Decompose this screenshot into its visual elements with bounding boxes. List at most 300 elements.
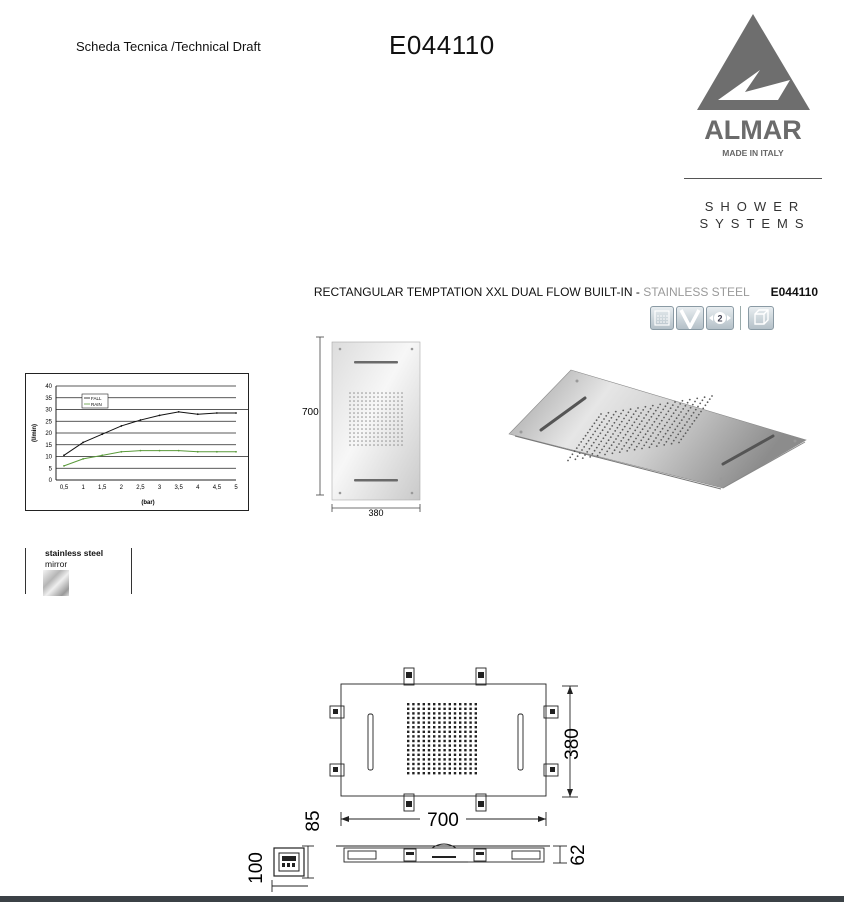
nozzle-dot [475, 721, 477, 723]
nozzle-dot [677, 434, 679, 436]
nozzle-dot [397, 440, 399, 442]
nozzle-dot [385, 432, 387, 434]
nozzle-dot [361, 412, 363, 414]
nozzle-dot [643, 417, 645, 419]
nozzle-dot [669, 427, 671, 429]
nozzle-dot [464, 740, 466, 742]
nozzle-dot [349, 416, 351, 418]
nozzle-dot [469, 712, 471, 714]
nozzle-dot [671, 415, 673, 417]
nozzle-dot [401, 396, 403, 398]
x-tick-label: 0,5 [59, 485, 69, 491]
nozzle-dot [589, 456, 591, 458]
nozzle-dot [365, 444, 367, 446]
nozzle-dot [353, 436, 355, 438]
nozzle-dot [417, 717, 419, 719]
nozzle-dot [475, 717, 477, 719]
nozzle-dot [449, 735, 451, 737]
nozzle-dot [674, 429, 676, 431]
nozzle-dot [389, 440, 391, 442]
nozzle-dot [663, 417, 665, 419]
nozzle-dot [629, 447, 631, 449]
nozzle-dot [577, 455, 579, 457]
nozzle-dot [417, 708, 419, 710]
drawing-length: 700 [427, 810, 459, 831]
nozzle-dot [428, 754, 430, 756]
technical-drawing [240, 660, 600, 892]
nozzle-dot [668, 410, 670, 412]
nozzle-dot [373, 396, 375, 398]
nozzle-dot [428, 726, 430, 728]
nozzle-dot [661, 420, 663, 422]
nozzle-dot [449, 763, 451, 765]
nozzle-dot [677, 406, 679, 408]
nozzle-dot [592, 434, 594, 436]
waterfall-slot-bottom [354, 479, 398, 482]
nozzle-dot [365, 428, 367, 430]
legend-label: RAIN [91, 401, 102, 407]
nozzle-dot [600, 441, 602, 443]
nozzle-dot [674, 420, 676, 422]
nozzle-dot [459, 758, 461, 760]
nozzle-dot [634, 430, 636, 432]
nozzle-dot [365, 404, 367, 406]
nozzle-dot [438, 735, 440, 737]
nozzle-dot [365, 440, 367, 442]
nozzle-dot [433, 758, 435, 760]
nozzle-dot [654, 421, 656, 423]
nozzle-dot [365, 400, 367, 402]
nozzle-dot [369, 404, 371, 406]
nozzle-dot [613, 441, 615, 443]
nozzle-dot [397, 404, 399, 406]
brand-divider [684, 178, 822, 179]
nozzle-dot [588, 440, 590, 442]
nozzle-dot [459, 708, 461, 710]
nozzle-dot [464, 721, 466, 723]
x-tick-label: 1 [81, 485, 85, 491]
nozzle-dot [696, 417, 698, 419]
nozzle-dot [650, 435, 652, 437]
nozzle-dot [682, 408, 684, 410]
nozzle-dot [684, 424, 686, 426]
nozzle-dot [665, 414, 667, 416]
nozzle-dot [393, 416, 395, 418]
nozzle-dot [381, 416, 383, 418]
nozzle-dot [449, 721, 451, 723]
x-tick-label: 2 [119, 485, 124, 491]
nozzle-dot [349, 444, 351, 446]
nozzle-dot [369, 424, 371, 426]
x-tick-label: 4,5 [212, 485, 222, 491]
nozzle-dot [662, 428, 664, 430]
nozzle-dot [438, 754, 440, 756]
nozzle-dot [353, 408, 355, 410]
nozzle-dot [663, 444, 665, 446]
nozzle-dot [365, 432, 367, 434]
nozzle-dot [438, 703, 440, 705]
nozzle-dot [454, 717, 456, 719]
nozzle-dot [606, 423, 608, 425]
finish-type: mirror [45, 559, 68, 569]
nozzle-dot [459, 772, 461, 774]
nozzle-dot [454, 712, 456, 714]
data-point [216, 412, 218, 414]
nozzle-dot [696, 398, 698, 400]
nozzle-dot [361, 420, 363, 422]
nozzle-dot [454, 763, 456, 765]
nozzle-dot [459, 726, 461, 728]
nozzle-dot [349, 432, 351, 434]
nozzle-dot [357, 412, 359, 414]
nozzle-dot [385, 440, 387, 442]
nozzle-dot [353, 444, 355, 446]
nozzle-dot [599, 424, 601, 426]
two-way-diverter-icon [706, 306, 734, 330]
nozzle-dot [645, 433, 647, 435]
nozzle-dot [475, 735, 477, 737]
nozzle-dot [443, 712, 445, 714]
nozzle-dot [353, 420, 355, 422]
nozzle-dot [469, 731, 471, 733]
nozzle-dot [454, 703, 456, 705]
nozzle-dot [572, 453, 574, 455]
data-point [235, 451, 237, 453]
nozzle-dot [469, 767, 471, 769]
nozzle-dot [365, 436, 367, 438]
nozzle-dot [637, 435, 639, 437]
nozzle-dot [464, 763, 466, 765]
data-point [82, 458, 84, 460]
nozzle-dot [464, 772, 466, 774]
nozzle-dot [673, 440, 675, 442]
nozzle-dot [469, 758, 471, 760]
flow-chart-panel [25, 373, 249, 511]
nozzle-dot [464, 726, 466, 728]
nozzle-dot [620, 413, 622, 415]
nozzle-dot [373, 404, 375, 406]
nozzle-dot [475, 703, 477, 705]
nozzle-dot [464, 749, 466, 751]
nozzle-dot [606, 451, 608, 453]
nozzle-dot [594, 431, 596, 433]
nozzle-dot [443, 721, 445, 723]
nozzle-dot [611, 417, 613, 419]
nozzle-dot [433, 708, 435, 710]
nozzle-dot [623, 418, 625, 420]
nozzle-dot [449, 772, 451, 774]
almar-logo [690, 12, 820, 167]
nozzle-dot [433, 749, 435, 751]
nozzle-dot [361, 428, 363, 430]
nozzle-dot [393, 396, 395, 398]
nozzle-dot [613, 414, 615, 416]
nozzle-dot [369, 408, 371, 410]
nozzle-dot [464, 767, 466, 769]
nozzle-dot [407, 721, 409, 723]
nozzle-dot [618, 443, 620, 445]
nozzle-dot [449, 726, 451, 728]
nozzle-dot [389, 444, 391, 446]
nozzle-dot [686, 421, 688, 423]
data-point [159, 414, 161, 416]
nozzle-dot [385, 416, 387, 418]
nozzle-dot [651, 416, 653, 418]
nozzle-dot [365, 392, 367, 394]
nozzle-dot [454, 721, 456, 723]
nozzle-dot [407, 758, 409, 760]
nozzle-dot [597, 455, 599, 457]
nozzle-dot [681, 419, 683, 421]
nozzle-dot [469, 749, 471, 751]
nozzle-dot [604, 426, 606, 428]
nozzle-dot [665, 405, 667, 407]
nozzle-dot [626, 442, 628, 444]
nozzle-dot [475, 744, 477, 746]
nozzle-dot [433, 767, 435, 769]
nozzle-dot [630, 408, 632, 410]
nozzle-dot [649, 446, 651, 448]
nozzle-dot [423, 712, 425, 714]
nozzle-dot [620, 440, 622, 442]
nozzle-dot [417, 703, 419, 705]
nozzle-dot [389, 392, 391, 394]
nozzle-dot [349, 440, 351, 442]
nozzle-dot [622, 429, 624, 431]
nozzle-dot [454, 735, 456, 737]
nozzle-dot [617, 435, 619, 437]
nozzle-dot [687, 402, 689, 404]
nozzle-dot [401, 432, 403, 434]
drawing-height: 62 [568, 844, 589, 866]
product-finish-label: STAINLESS STEEL [643, 285, 750, 299]
nozzle-dot [592, 453, 594, 455]
nozzle-dot [711, 395, 713, 397]
brand-systems-line1: SHOWER [704, 199, 806, 214]
nozzle-dot [670, 435, 672, 437]
nozzle-dot [678, 414, 680, 416]
nozzle-dot [653, 413, 655, 415]
installation-box-icon [748, 306, 774, 330]
nozzle-dot [381, 432, 383, 434]
nozzle-dot [385, 444, 387, 446]
nozzle-dot [705, 404, 707, 406]
nozzle-dot [428, 749, 430, 751]
nozzle-dot [603, 418, 605, 420]
nozzle-dot [407, 754, 409, 756]
nozzle-dot [656, 445, 658, 447]
nozzle-dot [381, 404, 383, 406]
nozzle-dot [412, 758, 414, 760]
nozzle-dot [637, 407, 639, 409]
nozzle-dot [389, 408, 391, 410]
x-tick-label: 2,5 [136, 485, 145, 491]
nozzle-dot [598, 416, 600, 418]
drawing-box-depth: 85 [303, 810, 324, 832]
nozzle-dot [369, 412, 371, 414]
nozzle-dot [459, 712, 461, 714]
nozzle-dot [365, 416, 367, 418]
nozzle-dot [680, 411, 682, 413]
nozzle-dot [469, 735, 471, 737]
nozzle-dot [475, 758, 477, 760]
nozzle-dot [602, 429, 604, 431]
drawing-nozzles [407, 703, 477, 774]
nozzle-dot [423, 767, 425, 769]
nozzle-dot [600, 432, 602, 434]
nozzle-dot [438, 767, 440, 769]
nozzle-dot [412, 767, 414, 769]
nozzle-dot [433, 740, 435, 742]
nozzle-dot [621, 421, 623, 423]
brand-tagline: MADE IN ITALY [722, 148, 784, 158]
nozzle-dot [454, 754, 456, 756]
nozzle-dot [640, 412, 642, 414]
nozzle-dot [377, 392, 379, 394]
nozzle-dot [423, 744, 425, 746]
nozzle-dot [389, 404, 391, 406]
nozzle-dot [605, 415, 607, 417]
nozzle-dot [606, 442, 608, 444]
nozzle-dot [417, 749, 419, 751]
nozzle-dot [433, 731, 435, 733]
nozzle-dot [668, 438, 670, 440]
finish-panel [25, 548, 133, 594]
nozzle-dot [438, 712, 440, 714]
y-tick-label: 5 [48, 466, 52, 473]
nozzle-dot [365, 420, 367, 422]
nozzle-dot [469, 726, 471, 728]
nozzle-dot [599, 452, 601, 454]
nozzle-dot [475, 763, 477, 765]
nozzle-dot [582, 457, 584, 459]
nozzle-dot [412, 740, 414, 742]
nozzle-dot [393, 404, 395, 406]
data-point [197, 413, 199, 415]
nozzle-dot [590, 437, 592, 439]
nozzle-dot [349, 412, 351, 414]
nozzle-dot [657, 407, 659, 409]
nozzle-dot [377, 404, 379, 406]
nozzle-dot [428, 703, 430, 705]
nozzle-dot [646, 422, 648, 424]
nozzle-dot [407, 703, 409, 705]
nozzle-dot [412, 712, 414, 714]
nozzle-dot [657, 434, 659, 436]
nozzle-dot [469, 763, 471, 765]
nozzle-dot [642, 409, 644, 411]
nozzle-dot [407, 740, 409, 742]
data-point [101, 433, 103, 435]
nozzle-dot [407, 712, 409, 714]
nozzle-dot [407, 772, 409, 774]
nozzle-dot [349, 424, 351, 426]
y-tick-label: 20 [45, 431, 52, 437]
nozzle-dot [633, 441, 635, 443]
nozzle-dot [654, 429, 656, 431]
nozzle-dot [407, 717, 409, 719]
nozzle-dot [349, 420, 351, 422]
nozzle-dot [417, 712, 419, 714]
nozzle-dot [443, 763, 445, 765]
nozzle-dot [612, 433, 614, 435]
nozzle-dot [609, 428, 611, 430]
nozzle-dot [389, 428, 391, 430]
nozzle-dot [454, 744, 456, 746]
nozzle-dot [672, 404, 674, 406]
nozzle-dot [603, 446, 605, 448]
nozzle-dot [475, 754, 477, 756]
flow-chart [26, 374, 248, 510]
nozzle-dot [607, 431, 609, 433]
nozzle-dot [662, 409, 664, 411]
nozzle-dot [685, 405, 687, 407]
nozzle-dot [459, 721, 461, 723]
finish-name: stainless steel [45, 548, 104, 558]
nozzle-dot [369, 432, 371, 434]
nozzle-dot [373, 408, 375, 410]
nozzle-dot [475, 767, 477, 769]
nozzle-dot [428, 740, 430, 742]
data-point [82, 442, 84, 444]
nozzle-dot [412, 726, 414, 728]
nozzle-dot [438, 726, 440, 728]
nozzle-dot [469, 717, 471, 719]
nozzle-dot [365, 412, 367, 414]
y-axis-label: (l/min) [32, 424, 38, 442]
nozzle-dot [673, 412, 675, 414]
nozzle-dot [464, 754, 466, 756]
nozzle-dot [694, 420, 696, 422]
nozzle-dot [417, 740, 419, 742]
nozzle-dot [407, 767, 409, 769]
nozzle-dot [678, 442, 680, 444]
nozzle-dot [385, 428, 387, 430]
nozzle-dot [389, 412, 391, 414]
nozzle-dot [438, 740, 440, 742]
nozzle-dot [475, 726, 477, 728]
nozzle-dot [428, 772, 430, 774]
x-tick-label: 5 [234, 485, 238, 491]
nozzle-dot [707, 401, 709, 403]
waterfall-slot-top [354, 361, 398, 364]
data-point [159, 450, 161, 452]
nozzle-dot [428, 717, 430, 719]
nozzle-dot [449, 703, 451, 705]
nozzle-dot [469, 754, 471, 756]
nozzle-dot [586, 451, 588, 453]
nozzle-dot [667, 402, 669, 404]
nozzle-dot [407, 726, 409, 728]
drawing-box-size: 100 [246, 852, 267, 884]
nozzle-dot [675, 437, 677, 439]
nozzle-dot [604, 454, 606, 456]
nozzle-dot [353, 404, 355, 406]
product-separator: - [635, 285, 640, 299]
nozzle-dot [361, 440, 363, 442]
product-title [314, 285, 818, 299]
nozzle-dot [417, 744, 419, 746]
nozzle-dot [618, 416, 620, 418]
nozzle-dot [373, 400, 375, 402]
nozzle-dot [600, 413, 602, 415]
nozzle-dot [449, 731, 451, 733]
nozzle-dot [377, 444, 379, 446]
nozzle-dot [615, 411, 617, 413]
nozzle-dot [609, 447, 611, 449]
nozzle-dot [365, 396, 367, 398]
nozzle-dot [373, 412, 375, 414]
